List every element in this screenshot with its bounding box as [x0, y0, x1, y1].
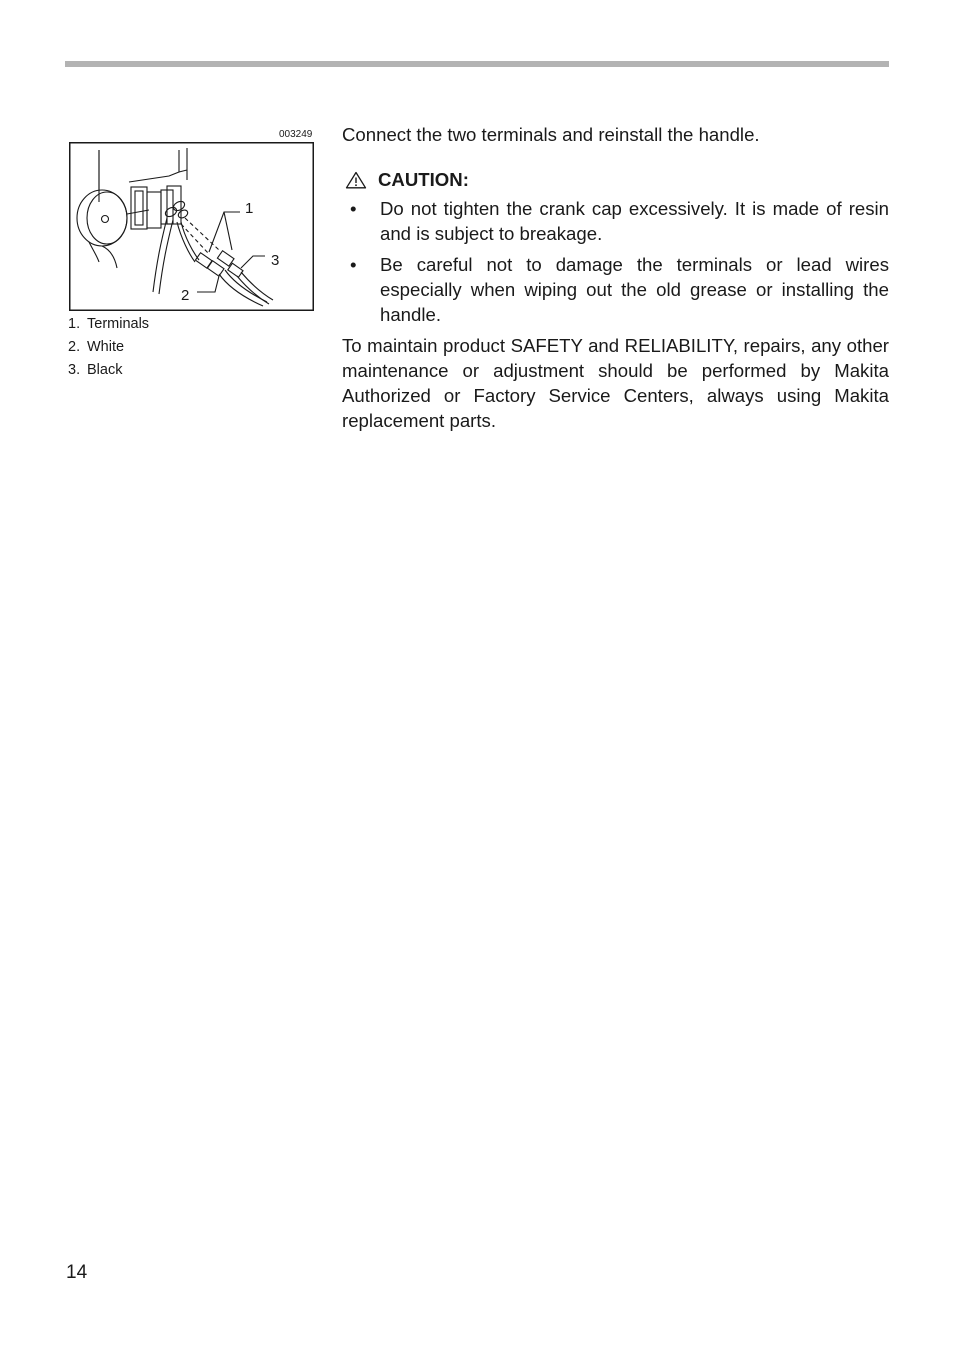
legend-number: 2. [68, 339, 81, 355]
header-rule [65, 61, 889, 67]
legend-number: 3. [68, 362, 81, 378]
legend-label: Black [87, 362, 123, 378]
terminals-illustration [69, 142, 314, 311]
caution-title: CAUTION: [378, 169, 469, 190]
figure-legend [68, 313, 149, 382]
legend-number: 1. [68, 316, 81, 332]
bullet-icon: • [350, 198, 357, 219]
service-paragraph: To maintain product SAFETY and RELIABILITY, repairs, any other maintenance or adjustment should be performed by Makita Authorized or Factory Service Centers, always using Makita replacement parts. [342, 335, 889, 431]
callout-2: 2 [181, 287, 190, 304]
caution-text: Do not tighten the crank cap excessively. It is made of resin and is subject to breakage. [380, 198, 889, 244]
instructions-column [342, 122, 889, 433]
page-number: 14 [66, 1262, 88, 1283]
callout-3: 3 [271, 252, 280, 269]
figure-frame [70, 143, 314, 311]
warning-triangle-icon [345, 171, 367, 189]
legend-label: Terminals [87, 316, 150, 332]
legend-item [68, 313, 149, 336]
legend-item [68, 336, 149, 359]
caution-text: Be careful not to damage the terminals or lead wires especially when wiping out the old grease or installing the handle. [380, 254, 889, 325]
bullet-icon: • [350, 254, 357, 275]
figure-code: 003249 [279, 129, 313, 140]
legend-item [68, 359, 149, 382]
intro-paragraph: Connect the two terminals and reinstall the handle. [342, 124, 760, 145]
caution-item [342, 196, 889, 246]
caution-heading [342, 167, 889, 192]
caution-list [342, 196, 889, 327]
legend-label: White [87, 339, 125, 355]
caution-item [342, 252, 889, 327]
callout-1: 1 [245, 200, 254, 217]
